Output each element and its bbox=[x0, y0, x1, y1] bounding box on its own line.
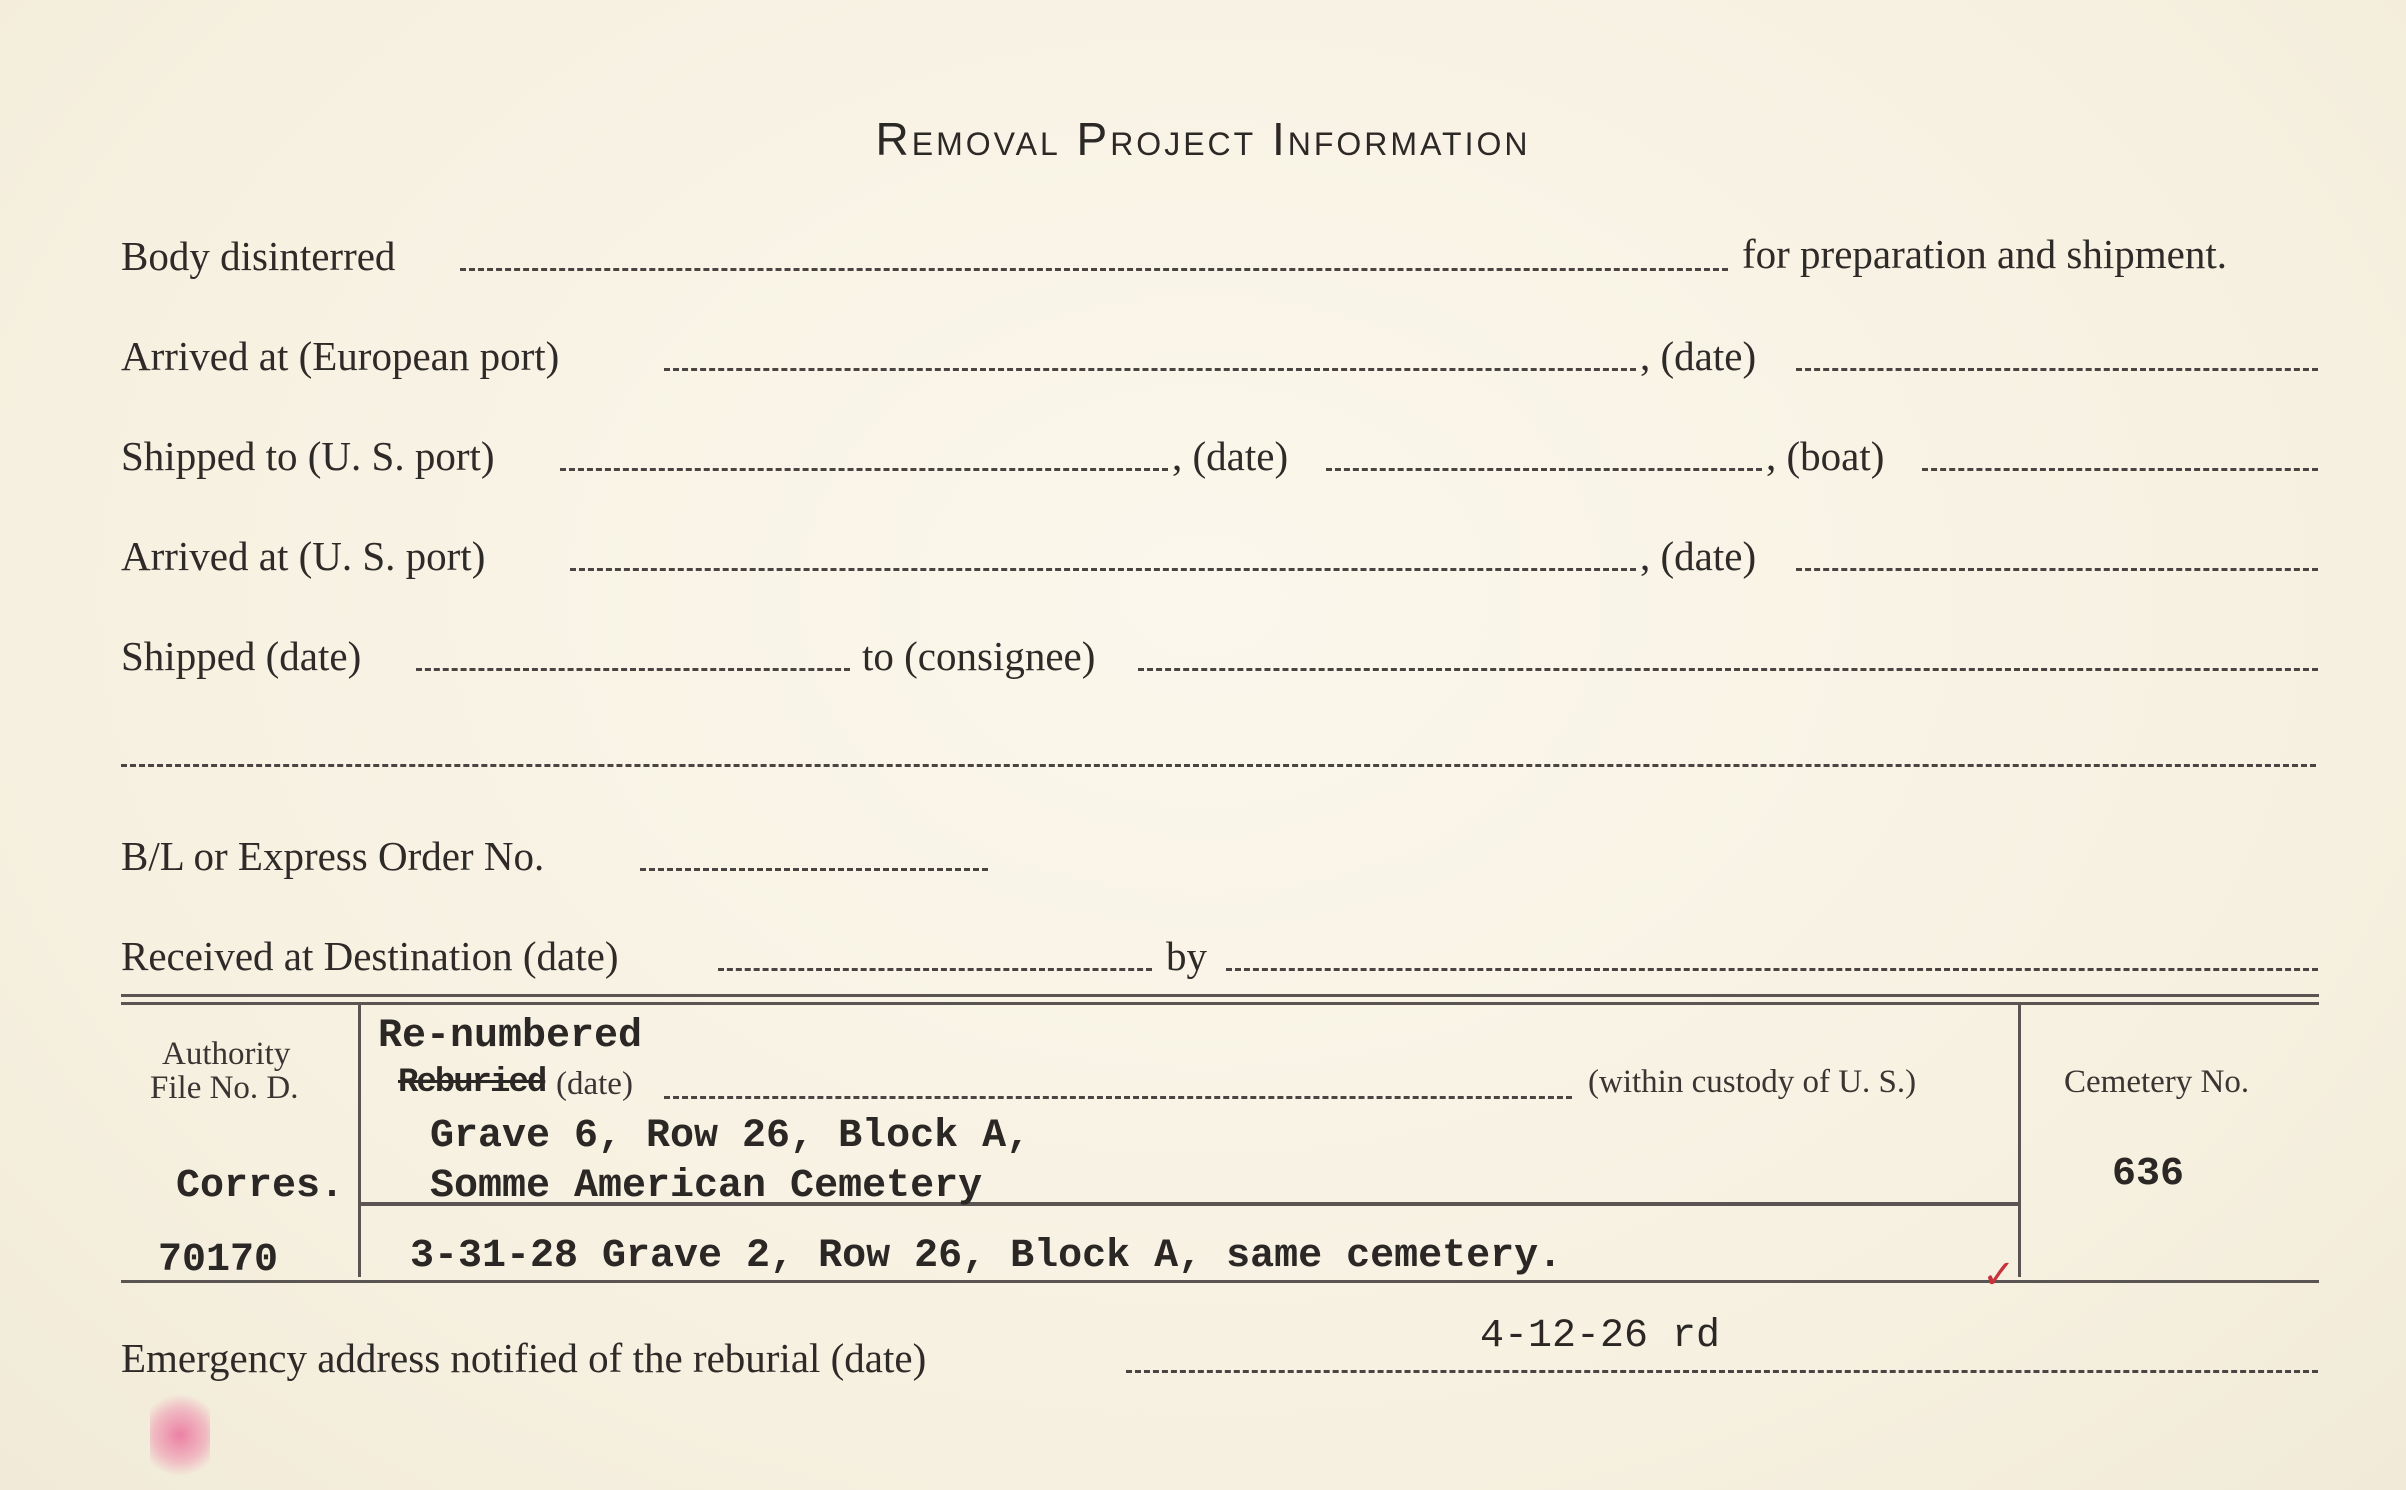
arrived-us-port-line bbox=[570, 568, 1636, 571]
shipped-us-port-line bbox=[560, 468, 1168, 471]
bl-order-line bbox=[640, 868, 988, 871]
grave-line-2: Somme American Cemetery bbox=[430, 1164, 983, 1209]
body-disinterred-line bbox=[460, 268, 1728, 271]
red-check-mark: ✓ bbox=[1982, 1253, 2016, 1297]
arrived-european-date-line bbox=[1796, 368, 2318, 371]
arrived-european-port-line bbox=[664, 368, 1636, 371]
authority-label: Authority bbox=[162, 1036, 291, 1072]
emergency-date-value: 4-12-26 rd bbox=[1480, 1314, 1721, 1359]
shipped-us-date-label: , (date) bbox=[1172, 433, 1289, 479]
cemetery-no-label: Cemetery No. bbox=[2064, 1064, 2250, 1100]
to-consignee-label: to (consignee) bbox=[862, 633, 1096, 679]
received-destination-line bbox=[718, 968, 1152, 971]
pink-ink-stamp bbox=[150, 1385, 210, 1485]
bl-order-label: B/L or Express Order No. bbox=[121, 833, 545, 879]
received-destination-label: Received at Destination (date) bbox=[121, 933, 619, 979]
box-right-divider bbox=[2018, 1005, 2021, 1277]
file-no-label: File No. D. bbox=[150, 1070, 299, 1106]
card-title: Removal Project Information bbox=[875, 113, 1531, 165]
by-label: by bbox=[1166, 933, 1207, 979]
renumbered-stamp: Re-numbered bbox=[378, 1014, 643, 1059]
grave-line-1: Grave 6, Row 26, Block A, bbox=[430, 1114, 1031, 1159]
for-preparation-label: for preparation and shipment. bbox=[1742, 231, 2228, 277]
shipped-date-line bbox=[416, 668, 850, 671]
boat-label: , (boat) bbox=[1766, 433, 1885, 479]
box-top-rule-2 bbox=[121, 1002, 2319, 1005]
consignee-continuation-line bbox=[121, 764, 2316, 767]
arrived-us-date-line bbox=[1796, 568, 2318, 571]
box-left-divider bbox=[358, 1005, 361, 1277]
emergency-date-line bbox=[1126, 1370, 2318, 1373]
cemetery-no-value: 636 bbox=[2112, 1152, 2185, 1197]
corres-label: Corres. bbox=[176, 1164, 345, 1209]
reburied-date-label: (date) bbox=[556, 1066, 633, 1102]
file-number-value: 70170 bbox=[158, 1238, 279, 1283]
boat-line bbox=[1922, 468, 2318, 471]
shipped-us-date-line bbox=[1326, 468, 1762, 471]
emergency-address-label: Emergency address notified of the reburial (date) bbox=[121, 1335, 927, 1381]
box-top-rule bbox=[121, 994, 2319, 997]
arrived-european-port-label: Arrived at (European port) bbox=[121, 333, 560, 379]
received-by-line bbox=[1226, 968, 2318, 971]
arrived-european-date-label: , (date) bbox=[1640, 333, 1757, 379]
arrived-us-port-label: Arrived at (U. S. port) bbox=[121, 533, 486, 579]
body-disinterred-label: Body disinterred bbox=[121, 233, 396, 279]
within-custody-label: (within custody of U. S.) bbox=[1588, 1064, 1917, 1100]
renumber-entry: 3-31-28 Grave 2, Row 26, Block A, same cemetery. bbox=[410, 1234, 1563, 1279]
consignee-line bbox=[1138, 668, 2318, 671]
shipped-us-port-label: Shipped to (U. S. port) bbox=[121, 433, 495, 479]
arrived-us-date-label: , (date) bbox=[1640, 533, 1757, 579]
reburied-overstruck: Reburied bbox=[398, 1064, 546, 1102]
reburied-date-line bbox=[664, 1096, 1572, 1099]
shipped-date-label: Shipped (date) bbox=[121, 633, 362, 679]
